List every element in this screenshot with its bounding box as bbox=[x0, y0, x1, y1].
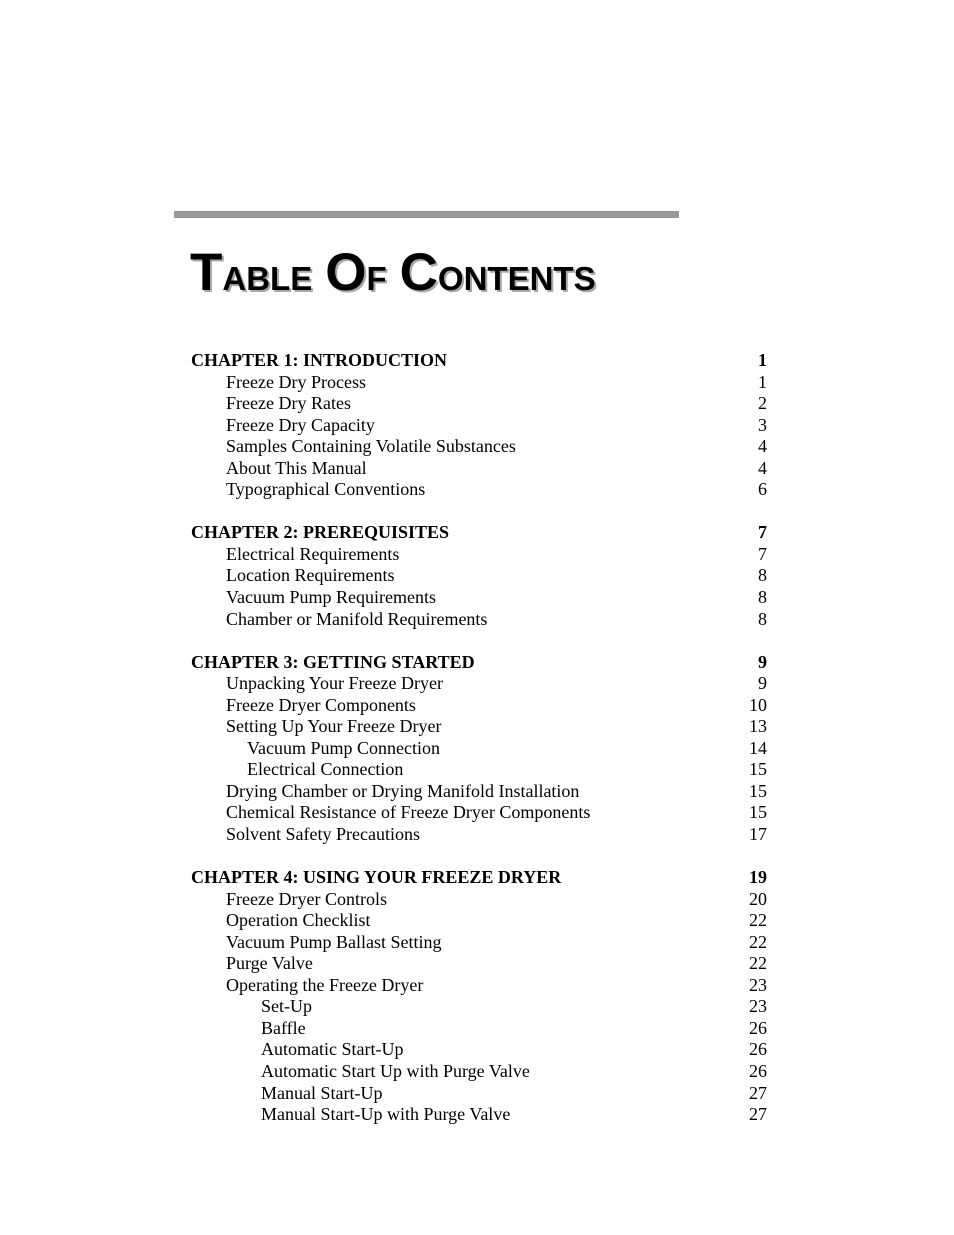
toc-page-number: 26 bbox=[749, 1061, 767, 1081]
toc-entry-label: Unpacking Your Freeze Dryer bbox=[226, 673, 443, 693]
title-rest: F bbox=[366, 260, 387, 297]
toc-page-number: 27 bbox=[749, 1104, 767, 1124]
toc-page-number: 13 bbox=[749, 716, 767, 736]
toc-entry-label: CHAPTER 3: GETTING STARTED bbox=[191, 652, 475, 672]
toc-entry-label: Vacuum Pump Ballast Setting bbox=[226, 932, 442, 952]
toc-page-number: 17 bbox=[749, 824, 767, 844]
toc-entry-label: Manual Start-Up bbox=[261, 1083, 383, 1103]
toc-page-number: 7 bbox=[758, 544, 767, 564]
toc-entry[interactable] bbox=[0, 672, 954, 694]
toc-entry-label: About This Manual bbox=[226, 458, 367, 478]
toc-chapter-entry[interactable] bbox=[0, 651, 954, 673]
toc-entry-label: Vacuum Pump Connection bbox=[247, 738, 440, 758]
title-initial: O bbox=[325, 243, 367, 302]
toc-entry-label: Chamber or Manifold Requirements bbox=[226, 609, 488, 629]
toc-page-number: 23 bbox=[749, 996, 767, 1016]
toc-page-number: 26 bbox=[749, 1018, 767, 1038]
toc-entry[interactable] bbox=[0, 1060, 954, 1082]
toc-entry[interactable] bbox=[0, 974, 954, 996]
toc-page-number: 8 bbox=[758, 587, 767, 607]
toc-page-number: 15 bbox=[749, 759, 767, 779]
toc-entry-label: CHAPTER 1: INTRODUCTION bbox=[191, 350, 448, 370]
toc-page-number: 23 bbox=[749, 975, 767, 995]
toc-entry-label: Freeze Dryer Controls bbox=[226, 889, 387, 909]
title-rest: ONTENTS bbox=[437, 260, 596, 297]
toc-entry[interactable] bbox=[0, 586, 954, 608]
toc-entry-label: Automatic Start Up with Purge Valve bbox=[261, 1061, 530, 1081]
toc-entry[interactable] bbox=[0, 715, 954, 737]
toc-entry[interactable] bbox=[0, 801, 954, 823]
toc-entry[interactable] bbox=[0, 823, 954, 845]
toc-entry-label: Operating the Freeze Dryer bbox=[226, 975, 424, 995]
toc-entry[interactable] bbox=[0, 758, 954, 780]
toc-entry-label: Freeze Dryer Components bbox=[226, 695, 416, 715]
toc-page-number: 2 bbox=[758, 393, 767, 413]
toc-entry[interactable] bbox=[0, 392, 954, 414]
toc-page-number: 4 bbox=[758, 436, 767, 456]
toc-page-number: 15 bbox=[749, 802, 767, 822]
toc-entry[interactable] bbox=[0, 543, 954, 565]
title-initial: T bbox=[190, 243, 223, 302]
toc-page-number: 9 bbox=[758, 652, 767, 672]
toc-page-number: 7 bbox=[758, 522, 767, 542]
toc-entry-label: Freeze Dry Process bbox=[226, 372, 366, 392]
toc-chapter-entry[interactable] bbox=[0, 521, 954, 543]
toc-page-number: 15 bbox=[749, 781, 767, 801]
toc-page-number: 1 bbox=[758, 350, 767, 370]
toc-entry-label: Location Requirements bbox=[226, 565, 395, 585]
toc-entry-label: CHAPTER 2: PREREQUISITES bbox=[191, 522, 450, 542]
toc-page-number: 14 bbox=[749, 738, 767, 758]
toc-chapter-entry[interactable] bbox=[0, 349, 954, 371]
toc-entry-label: Vacuum Pump Requirements bbox=[226, 587, 436, 607]
toc-page-number: 6 bbox=[758, 479, 767, 499]
toc-entry[interactable] bbox=[0, 1082, 954, 1104]
toc-entry[interactable] bbox=[0, 478, 954, 500]
toc-page-number: 1 bbox=[758, 372, 767, 392]
toc-entry[interactable] bbox=[0, 1103, 954, 1125]
toc-entry[interactable] bbox=[0, 888, 954, 910]
toc-entry[interactable] bbox=[0, 952, 954, 974]
toc-entry-label: CHAPTER 4: USING YOUR FREEZE DRYER bbox=[191, 867, 562, 887]
toc-entry-label: Freeze Dry Rates bbox=[226, 393, 351, 413]
toc-entry-label: Manual Start-Up with Purge Valve bbox=[261, 1104, 511, 1124]
toc-entry[interactable] bbox=[0, 457, 954, 479]
toc-page-number: 27 bbox=[749, 1083, 767, 1103]
toc-entry[interactable] bbox=[0, 909, 954, 931]
toc-entry[interactable] bbox=[0, 995, 954, 1017]
toc-page-number: 22 bbox=[749, 932, 767, 952]
toc-page-number: 8 bbox=[758, 565, 767, 585]
toc-page-number: 19 bbox=[749, 867, 767, 887]
toc-entry-label: Electrical Requirements bbox=[226, 544, 400, 564]
toc-entry-label: Chemical Resistance of Freeze Dryer Components bbox=[226, 802, 591, 822]
toc-entry-label: Electrical Connection bbox=[247, 759, 404, 779]
toc-entry[interactable] bbox=[0, 1017, 954, 1039]
toc-entry[interactable] bbox=[0, 737, 954, 759]
toc-page-number: 22 bbox=[749, 910, 767, 930]
title-initial: C bbox=[399, 243, 438, 302]
toc-entry-label: Drying Chamber or Drying Manifold Installation bbox=[226, 781, 580, 801]
toc-page-number: 3 bbox=[758, 415, 767, 435]
toc-entry[interactable] bbox=[0, 1038, 954, 1060]
toc-entry[interactable] bbox=[0, 564, 954, 586]
toc-entry[interactable] bbox=[0, 780, 954, 802]
toc-page-number: 9 bbox=[758, 673, 767, 693]
toc-entry[interactable] bbox=[0, 414, 954, 436]
toc-entry-label: Setting Up Your Freeze Dryer bbox=[226, 716, 442, 736]
toc-page-number: 26 bbox=[749, 1039, 767, 1059]
toc-entry-label: Set-Up bbox=[261, 996, 312, 1016]
toc-page-number: 8 bbox=[758, 609, 767, 629]
toc-entry-label: Purge Valve bbox=[226, 953, 313, 973]
title-rest: ABLE bbox=[222, 260, 313, 297]
toc-entry-label: Typographical Conventions bbox=[226, 479, 426, 499]
toc-entry[interactable] bbox=[0, 608, 954, 630]
toc-page-number: 10 bbox=[749, 695, 767, 715]
toc-entry-label: Automatic Start-Up bbox=[261, 1039, 404, 1059]
toc-entry-label: Freeze Dry Capacity bbox=[226, 415, 375, 435]
toc-entry[interactable] bbox=[0, 435, 954, 457]
toc-entry-label: Solvent Safety Precautions bbox=[226, 824, 420, 844]
toc-page-number: 4 bbox=[758, 458, 767, 478]
toc-page-number: 20 bbox=[749, 889, 767, 909]
toc-page-number: 22 bbox=[749, 953, 767, 973]
toc-entry-label: Samples Containing Volatile Substances bbox=[226, 436, 516, 456]
toc-entry[interactable] bbox=[0, 931, 954, 953]
toc-entry[interactable] bbox=[0, 694, 954, 716]
toc-entry-label: Operation Checklist bbox=[226, 910, 371, 930]
toc-chapter-entry[interactable] bbox=[0, 866, 954, 888]
toc-entry[interactable] bbox=[0, 371, 954, 393]
toc-entry-label: Baffle bbox=[261, 1018, 306, 1038]
